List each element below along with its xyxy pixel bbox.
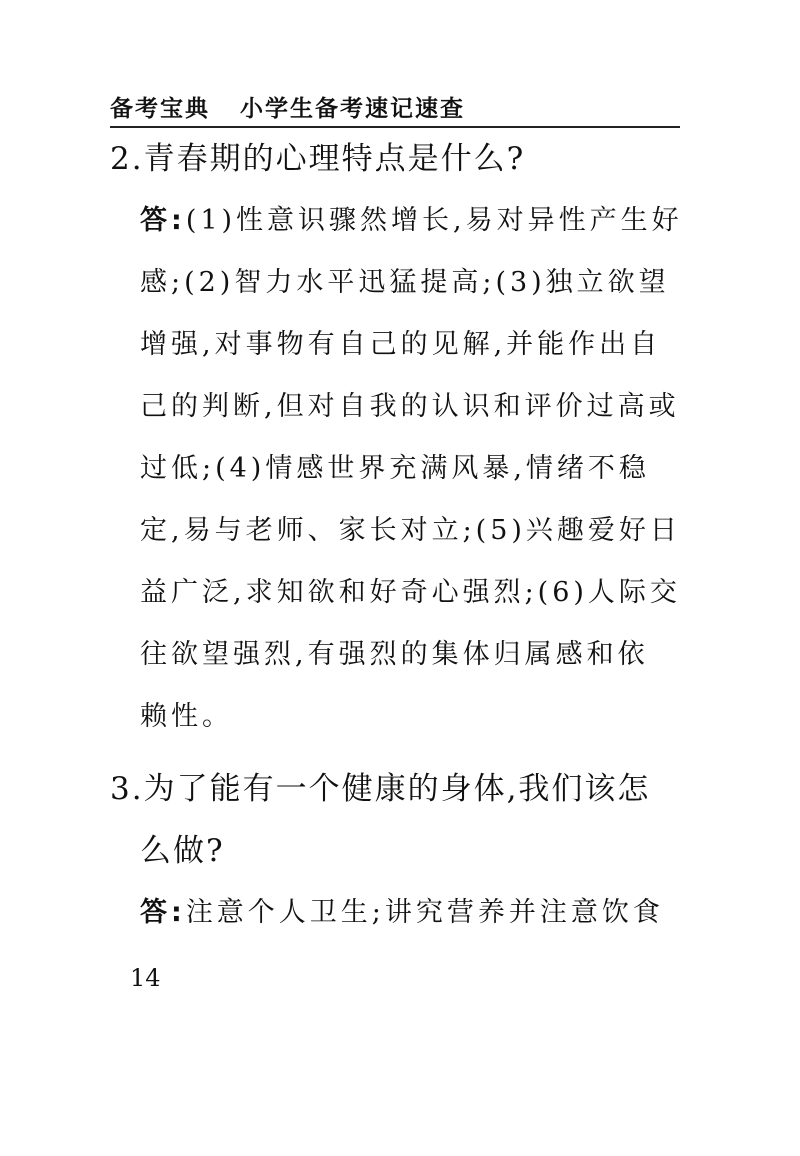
question-3-line-1 <box>110 758 685 820</box>
header-book-title: 备考宝典 <box>110 96 210 122</box>
answer-2-line-1: (1)性意识骤然增长,易对异性产生好 <box>185 205 683 236</box>
question-2-number: 2. <box>110 141 144 177</box>
answer-2-line-6: 定,易与老师、家长对立;(5)兴趣爱好日 <box>140 515 681 546</box>
page-content <box>110 128 685 944</box>
answer-2-line-5: 过低;(4)情感世界充满风暴,情绪不稳 <box>140 453 650 484</box>
page-number: 14 <box>130 964 161 992</box>
answer-2-label: 答: <box>140 205 186 236</box>
answer-2-line-3: 增强,对事物有自己的见解,并能作出自 <box>140 329 662 360</box>
question-3-text-1: 为了能有一个健康的身体,我们该怎 <box>143 771 651 807</box>
answer-3-line-1: 注意个人卫生;讲究营养并注意饮食 <box>185 897 664 928</box>
answer-2-line-9: 赖性。 <box>140 701 233 732</box>
answer-3-label: 答: <box>140 897 186 928</box>
answer-2-line-2: 感;(2)智力水平迅猛提高;(3)独立欲望 <box>140 267 670 298</box>
answer-2-line <box>140 190 685 252</box>
answer-2-line-8: 往欲望强烈,有强烈的集体归属感和依 <box>140 639 649 670</box>
question-2-text: 青春期的心理特点是什么? <box>143 141 526 177</box>
answer-3 <box>110 882 685 944</box>
question-3-number: 3. <box>110 771 144 807</box>
answer-2 <box>110 190 685 748</box>
answer-2-line-7: 益广泛,求知欲和好奇心强烈;(6)人际交 <box>140 577 681 608</box>
header-subtitle: 小学生备考速记速查 <box>240 96 466 122</box>
header-title <box>110 90 465 123</box>
question-2 <box>110 128 685 190</box>
page-header <box>110 86 680 128</box>
question-3-text-2: 么做? <box>140 833 225 869</box>
answer-3-line <box>140 882 685 944</box>
answer-2-line-4: 己的判断,但对自我的认识和评价过高或 <box>140 391 680 422</box>
question-3 <box>110 758 685 882</box>
